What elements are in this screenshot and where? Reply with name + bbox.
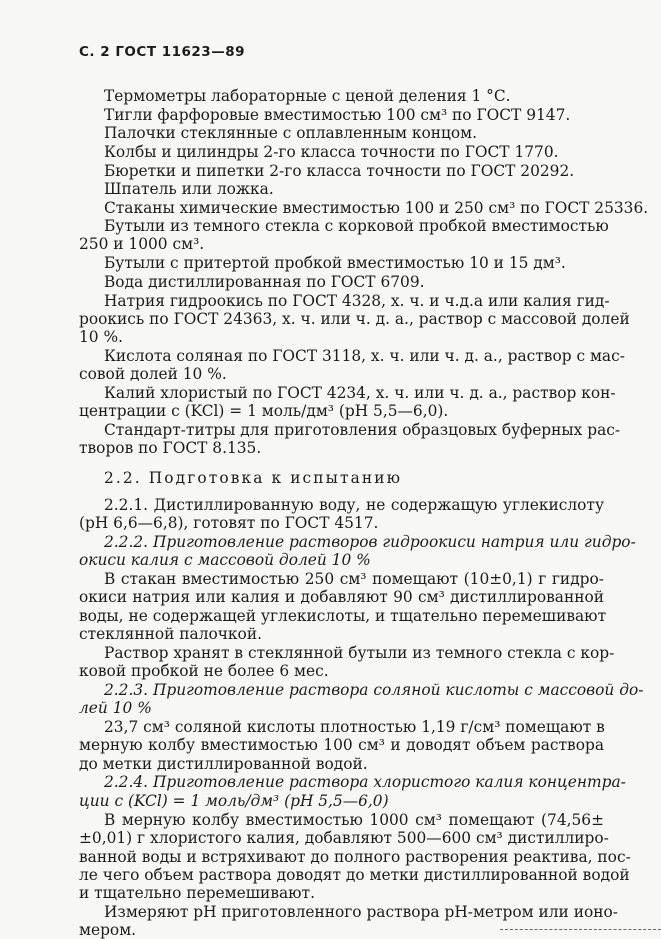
text-line: Калий хлористый по ГОСТ 4234, х. ч. или ч. д. а., раствор кон- xyxy=(104,384,616,402)
text-line: творов по ГОСТ 8.135. xyxy=(79,439,262,457)
text-line: Тигли фарфоровые вместимостью 100 см³ по ГОСТ 9147. xyxy=(104,106,571,124)
subsection-heading: 2.2.3. Приготовление раствора соляной кислоты с массовой до- xyxy=(104,681,644,699)
page-header: С. 2 ГОСТ 11623—89 xyxy=(79,44,245,60)
subsection-heading: окиси калия с массовой долей 10 % xyxy=(79,551,371,569)
text-line: Палочки стеклянные с оплавленным концом. xyxy=(104,124,478,142)
text-line: окиси натрия или калия и добавляют 90 см³ дистиллированной xyxy=(79,588,604,606)
subsection-heading: 2.2.2. Приготовление растворов гидроокиси натрия или гидро- xyxy=(104,533,636,551)
text-line: и тщательно перемешивают. xyxy=(79,884,315,902)
text-line: Измеряют рН приготовленного раствора рН-метром или ионо- xyxy=(104,903,618,921)
text-line: воды, не содержащей углекислоты, и тщательно перемешивают xyxy=(79,607,607,625)
section-heading: 2.2. Подготовка к испытанию xyxy=(104,469,403,487)
subsection-heading: лей 10 % xyxy=(79,699,152,717)
text-line: В мерную колбу вместимостью 1000 см³ помещают (74,56± xyxy=(104,811,604,829)
text-line: (рН 6,6—6,8), готовят по ГОСТ 4517. xyxy=(79,514,379,532)
text-line: 250 и 1000 см³. xyxy=(79,235,205,253)
text-line: Раствор хранят в стеклянной бутыли из темного стекла с кор- xyxy=(104,644,615,662)
bottom-edge-rule xyxy=(500,929,661,931)
text-line: Термометры лабораторные с ценой деления 1 °С. xyxy=(104,87,511,105)
text-line: Бюретки и пипетки 2-го класса точности по ГОСТ 20292. xyxy=(104,162,575,180)
text-line: совой долей 10 %. xyxy=(79,365,227,383)
text-line: Стаканы химические вместимостью 100 и 250 см³ по ГОСТ 25336. xyxy=(104,199,649,217)
text-line: Вода дистиллированная по ГОСТ 6709. xyxy=(104,273,425,291)
text-line: роокись по ГОСТ 24363, х. ч. или ч. д. а., раствор с массовой долей xyxy=(79,310,630,328)
text-line: Стандарт-титры для приготовления образцовых буферных рас- xyxy=(104,421,621,439)
text-line: ванной воды и встряхивают до полного растворения реактива, пос- xyxy=(79,848,631,866)
text-line: Колбы и цилиндры 2-го класса точности по ГОСТ 1770. xyxy=(104,143,559,161)
text-line: мером. xyxy=(79,921,137,939)
text-line: Бутыли из темного стекла с корковой пробкой вместимостью xyxy=(104,217,609,235)
subsection-heading: 2.2.4. Приготовление раствора хлористого калия концентра- xyxy=(104,773,626,791)
text-line: до метки дистиллированной водой. xyxy=(79,755,368,773)
text-line: 2.2.1. Дистиллированную воду, не содержащую углекислоту xyxy=(104,496,604,514)
text-line: ±0,01) г хлористого калия, добавляют 500—600 см³ дистиллиро- xyxy=(79,829,609,847)
subsection-heading: ции c (KCl) = 1 моль/дм³ (рН 5,5—6,0) xyxy=(79,792,389,810)
text-line: Кислота соляная по ГОСТ 3118, х. ч. или ч. д. а., раствор с мас- xyxy=(104,347,625,365)
text-line: центрации c (KCl) = 1 моль/дм³ (рН 5,5—6,0). xyxy=(79,402,449,420)
text-line: Шпатель или ложка. xyxy=(104,180,274,198)
text-line: ковой пробкой не более 6 мес. xyxy=(79,662,329,680)
text-line: стеклянной палочкой. xyxy=(79,625,262,643)
text-line: В стакан вместимостью 250 см³ помещают (10±0,1) г гидро- xyxy=(104,570,604,588)
text-line: мерную колбу вместимостью 100 см³ и доводят объем раствора xyxy=(79,736,604,754)
text-line: 23,7 см³ соляной кислоты плотностью 1,19 г/см³ помещают в xyxy=(104,718,605,736)
text-line: Натрия гидроокись по ГОСТ 4328, х. ч. и ч.д.а или калия гид- xyxy=(104,292,610,310)
text-line: 10 %. xyxy=(79,328,123,346)
text-line: Бутыли с притертой пробкой вместимостью 10 и 15 дм³. xyxy=(104,254,566,272)
text-line: ле чего объем раствора доводят до метки дистиллированной водой xyxy=(79,866,630,884)
